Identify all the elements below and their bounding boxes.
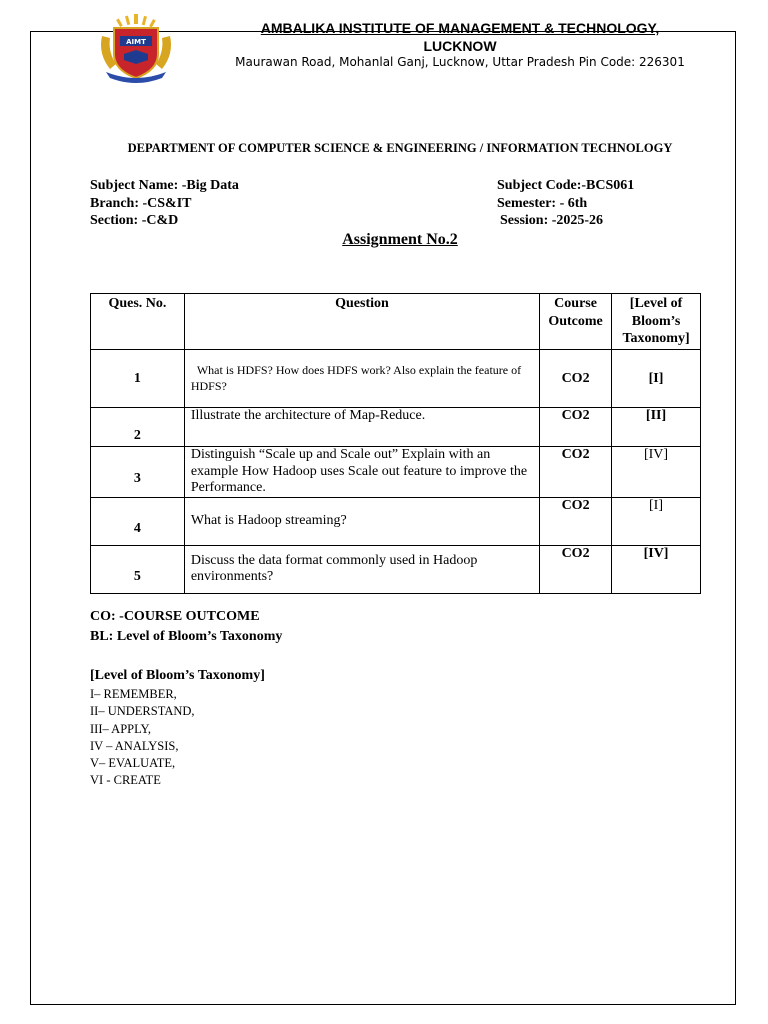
question-text: What is HDFS? How does HDFS work? Also explain the feature of HDFS? [184, 350, 539, 408]
table-row [91, 545, 701, 593]
blooms-level: [I] [612, 497, 701, 545]
list-item: III– APPLY, [90, 721, 152, 736]
header-blooms-level: [Level of Bloom’s Taxonomy] [612, 294, 701, 350]
question-number: 2 [91, 408, 185, 447]
header-course-outcome: Course Outcome [540, 294, 612, 350]
list-item: I– REMEMBER, [90, 687, 177, 701]
course-outcome: CO2 [540, 447, 612, 498]
table-row [91, 497, 701, 545]
list-item: V– EVALUATE, [90, 756, 176, 771]
list-item: VI - CREATE [90, 773, 161, 788]
table-row [91, 408, 701, 447]
list-item: IV – ANALYSIS, [90, 738, 179, 753]
section: Section: -C&D [90, 213, 179, 228]
subject-code: Subject Code:-BCS061 [497, 178, 635, 193]
legend-bl: BL: Level of Bloom’s Taxonomy [90, 629, 283, 644]
table-row [91, 350, 701, 408]
question-text: Illustrate the architecture of Map-Reduce. [184, 408, 539, 447]
branch: Branch: -CS&IT [90, 195, 192, 211]
header-question: Question [184, 294, 539, 350]
blooms-level: [I] [612, 350, 701, 408]
table-row [91, 447, 701, 498]
blooms-level: [IV] [612, 545, 701, 593]
question-number: 3 [91, 447, 185, 498]
institute-city: LUCKNOW [423, 38, 497, 54]
questions-table [90, 293, 701, 594]
course-outcome: CO2 [540, 350, 612, 408]
levels-title: [Level of Bloom’s Taxonomy] [90, 668, 265, 683]
course-outcome: CO2 [540, 408, 612, 447]
semester: Semester: - 6th [497, 195, 588, 211]
table-header-row [91, 294, 701, 350]
question-number: 1 [91, 350, 185, 408]
subject-info-left [90, 177, 239, 230]
question-number: 4 [91, 497, 185, 545]
subject-name: Subject Name: -Big Data [90, 178, 239, 193]
institute-logo [96, 14, 176, 84]
department-heading: DEPARTMENT OF COMPUTER SCIENCE & ENGINEERING / INFORMATION TECHNOLOGY [127, 141, 673, 155]
list-item: II– UNDERSTAND, [90, 704, 195, 719]
question-text: Discuss the data format commonly used in Hadoop environments? [184, 545, 539, 593]
assignment-title: Assignment No.2 [342, 231, 458, 248]
session: Session: -2025-26 [500, 213, 604, 228]
blooms-level: [IV] [612, 447, 701, 498]
institute-address: Maurawan Road, Mohanlal Ganj, Lucknow, Uttar Pradesh Pin Code: 226301 [235, 55, 685, 69]
svg-text:AIMT: AIMT [126, 38, 146, 46]
question-number: 5 [91, 545, 185, 593]
blooms-level: [II] [612, 408, 701, 447]
course-outcome: CO2 [540, 497, 612, 545]
question-text: What is Hadoop streaming? [184, 497, 539, 545]
institute-name: AMBALIKA INSTITUTE OF MANAGEMENT & TECHNOLOGY, [260, 20, 660, 36]
question-text: Distinguish “Scale up and Scale out” Explain with an example How Hadoop uses Scale out feature to improve the Performance. [184, 447, 539, 498]
course-outcome: CO2 [540, 545, 612, 593]
header-ques-no: Ques. No. [91, 294, 185, 350]
legend-co: CO: -COURSE OUTCOME [90, 609, 260, 624]
subject-info-right [497, 177, 634, 230]
blooms-levels-list [90, 686, 195, 790]
